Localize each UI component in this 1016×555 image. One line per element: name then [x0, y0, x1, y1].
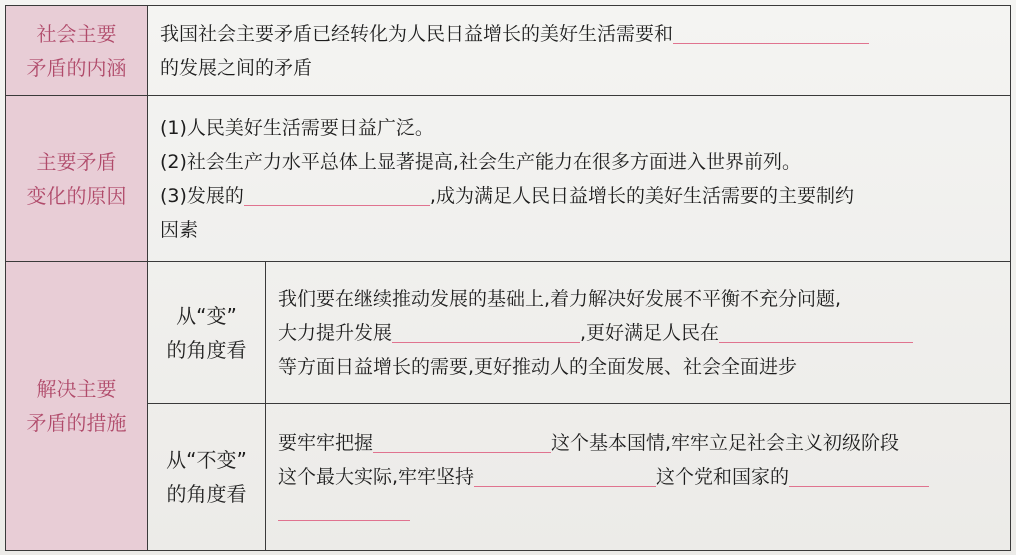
label-reasons	[6, 96, 148, 262]
nochange-line1-post: 这个基本国情,牢牢立足社会主义初级阶段	[551, 432, 900, 454]
connotation-text1: 我国社会主要矛盾已经转化为人民日益增长的美好生活需要和	[160, 22, 674, 45]
label-measures-line2: 矛盾的措施	[26, 411, 127, 435]
label-nochange-line1: 从“不变”	[166, 448, 247, 472]
change-line2-pre: 大力提升发展	[278, 321, 393, 344]
nochange-line2-mid: 这个党和国家的	[656, 466, 790, 488]
row-nochange	[6, 404, 1011, 551]
answer-blank-1[interactable]	[673, 21, 869, 44]
label-connotation	[6, 6, 148, 96]
label-change-line2: 的角度看	[166, 337, 247, 362]
content-change	[266, 262, 1011, 404]
label-change-line1: 从“变”	[176, 303, 237, 328]
nochange-line2	[278, 460, 1000, 494]
label-reasons-line2: 变化的原因	[26, 183, 127, 208]
answer-blank-3[interactable]	[392, 320, 580, 343]
answer-blank-5[interactable]	[373, 430, 551, 453]
answer-blank-8[interactable]	[278, 498, 410, 521]
answer-blank-7[interactable]	[789, 464, 929, 487]
answer-blank-4[interactable]	[719, 320, 913, 343]
reason-item-3	[160, 179, 1000, 213]
label-change	[148, 262, 266, 404]
row-reasons	[6, 96, 1011, 262]
nochange-line3	[278, 494, 1000, 528]
connotation-line1	[160, 17, 1000, 51]
answer-blank-2[interactable]	[244, 183, 430, 206]
content-reasons	[148, 96, 1011, 262]
row-connotation	[6, 6, 1011, 96]
reason-item-3-post: ,成为满足人民日益增长的美好生活需要的主要制约	[429, 184, 854, 207]
label-connotation-line1: 社会主要	[36, 21, 117, 46]
content-nochange	[266, 404, 1011, 551]
label-nochange-line2: 的角度看	[166, 482, 247, 506]
label-nochange	[148, 404, 266, 551]
reason-item-3-pre: (3)发展的	[160, 184, 244, 207]
reason-item-1: (1)人民美好生活需要日益广泛。	[160, 116, 434, 139]
change-line2-mid: ,更好满足人民在	[580, 321, 720, 344]
change-line3: 等方面日益增长的需要,更好推动人的全面发展、社会全面进步	[278, 355, 798, 378]
nochange-line2-pre: 这个最大实际,牢牢坚持	[278, 466, 475, 488]
change-line1: 我们要在继续推动发展的基础上,着力解决好发展不平衡不充分问题,	[278, 287, 842, 310]
row-change	[6, 262, 1011, 404]
answer-blank-6[interactable]	[474, 464, 656, 487]
connotation-text2: 的发展之间的矛盾	[160, 56, 313, 79]
contradiction-table	[5, 5, 1011, 551]
label-measures-line1: 解决主要	[36, 377, 117, 401]
content-connotation	[148, 6, 1011, 96]
nochange-line1	[278, 426, 1000, 460]
nochange-line1-pre: 要牢牢把握	[278, 432, 374, 454]
change-line2	[278, 316, 1000, 350]
reason-item-2: (2)社会生产力水平总体上显著提高,社会生产能力在很多方面进入世界前列。	[160, 150, 801, 173]
label-measures	[6, 262, 148, 551]
reason-item-3-end: 因素	[160, 218, 199, 241]
label-reasons-line1: 主要矛盾	[36, 149, 117, 174]
label-connotation-line2: 矛盾的内涵	[26, 55, 127, 80]
